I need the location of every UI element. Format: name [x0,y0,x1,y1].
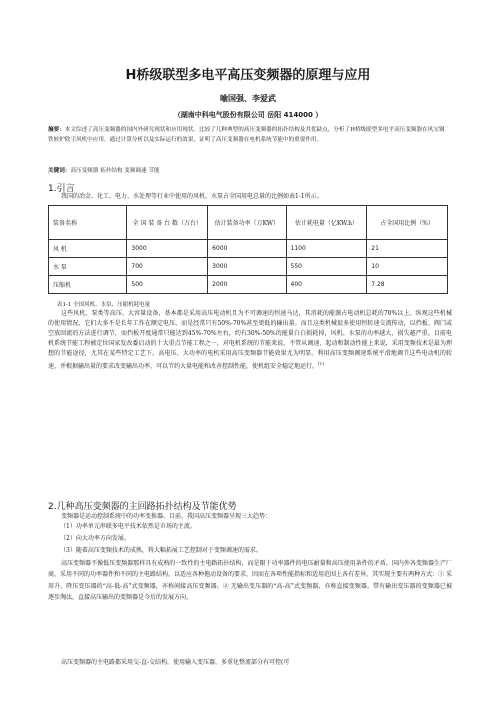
table-cell: 6000 [208,240,286,258]
abstract-label: 摘要： [48,127,65,133]
table-caption: 表1-1 全国风机、水泵、压缩机耗电量 [57,302,151,308]
section-1-body [48,309,452,372]
section-1-intro: 我国的冶金、化工、电力、水处理等行业中使用的风机、水泵占全国用电总量的比例如表1-1所示。 [61,193,323,200]
power-consumption-table [48,205,448,294]
table-cell: 700 [127,258,208,276]
section-2-body: 高压变频器不像低压变频器那样具有成熟的一致性的主电路拓扑结构，而是限于功率器件的电压耐量和高压使用条件的矛盾，国内外各变频器生产厂商，采用不同的功率器件和不同的主电路结构，以适应各种拖动设备的要求，因而在各项性能指标和适用范围上各有差异，其实现主要有两种方式：① 采用升、降压变压器的“高-低-高”式变频器，亦称间接高压变频器。② 无输出变压器的“高-高”式变频器，亦称直接变频器。带有输出变压器的变频器已被逐步淘汰，直接高压输出的变频器是今后的发展方向。 [48,560,452,602]
table-cell: 10 [367,258,448,276]
table-cell: 压缩机 [49,276,127,294]
list-item: （3）随着高压变频技术的成熟，将大幅拓展工艺控制对于变频调速的需求。 [60,547,262,554]
table-header-row [49,206,448,240]
table-cell: 7.28 [367,276,448,294]
section-2-intro: 变频器是运动控制系统中的功率变换器。目前，我国高压变频器呈现三大趋势： [61,513,272,520]
table-cell: 3000 [208,258,286,276]
section-1-heading: 1.引言 [48,184,75,194]
abstract-text: 本文综述了高压变频器的国内外研究现状和应用现状。比较了几种典型的高压变频器的拓扑结构及其优缺点，分析了H桥级联型多电平高压变频器在风宝钢铁转炉除尘风机中应用。通过计算分析以及实际运行的效果，证明了高压变频器在电机系统节能中的重要作用。 [48,127,445,143]
table-cell: 风 机 [49,240,127,258]
table-header-cell: 估计装备功率（万KW） [208,206,286,240]
table-header-cell: 装备名称 [49,206,127,240]
table-cell: 2000 [208,276,286,294]
table-header-cell: 占全国用比例（%） [367,206,448,240]
table-cell: 水 泵 [49,258,127,276]
section-2-heading: 2.几种高压变频器的主回路拓扑结构及节能优势 [48,502,237,512]
affiliation: （湖南中科电气股份有限公司 岳阳 414000 ） [173,111,323,119]
list-item: （1）功率单元串联多电平技术依然是市场的主流。 [60,523,196,530]
keywords-text: 高压变频器 拓扑结构 变频调速 节能 [70,168,160,174]
table-row [49,276,448,294]
table-row [49,258,448,276]
trend-list [60,521,452,557]
table-cell: 3000 [127,240,208,258]
table-cell: 400 [286,276,367,294]
table-header-cell: 全 国 装 备 台 数（万台） [127,206,208,240]
section-2-body-continued: 高压变频器的主电路都采用交-直-交结构，使用输入变压器，多重化整流部分有可控(可 [61,659,290,666]
citation-ref: [1] [318,361,324,366]
table-cell: 550 [286,258,367,276]
table-cell: 1100 [286,240,367,258]
keywords [48,166,448,174]
keywords-label: 关键词： [48,168,71,174]
abstract [48,125,448,145]
paper-title: H桥级联型多电平高压变频器的原理与应用 [125,68,371,83]
list-item: （2）向大功率方向发展。 [60,535,130,542]
authors: 喻国强、李爱武 [220,94,276,103]
section-1-body-text: 这些风机、泵类等高压、大容量设备，基本都是采用高压电动机且为不可调速的恒速马达，其消耗的能源占电动机总耗的70%以上。纵观这些机械的使用情况，它们大多不是长年工作在额定电压，而是经常只有50%-70%甚至更低的输出量。而且这类机械很多使用恒转速交流传动，以挡板、阀门或空放回流的方法进行调节，而挡板开度通常只能达到45%-70%左右，约有30%-50%的能量白白损耗掉，风机、水泵的功率越大，损失越严重。目前电机系统节能工程被定位国家发改委启动的十大重点节能工程之一，对电机系统的节能来说，不管从调速、起动和制动性能上来说，采用变频技术是最为理想的节能途径，尤其在某些特定工艺下，高电压、大功率的电机采用高压变频器节能效果尤为明显。利用高压变频调速系统平滑地调节这些电动机的转速，并根据输出量的要求改变输出功率，可以节约大量电能和改善控制性能，使机组安全稳定地运行。 [48,310,452,370]
table-cell: 500 [127,276,208,294]
table-header-cell: 估计耗电量（亿KW.h） [286,206,367,240]
table-cell: 21 [367,240,448,258]
table-row [49,240,448,258]
